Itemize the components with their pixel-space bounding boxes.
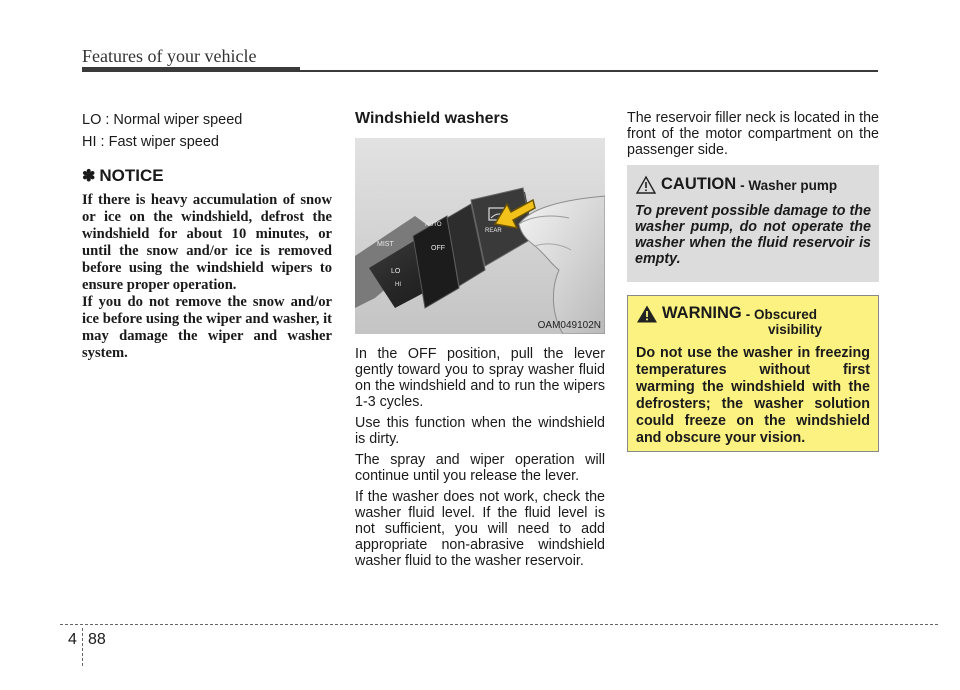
lo-label: LO [391, 268, 401, 275]
column-right [627, 110, 879, 158]
footer-divider [82, 628, 83, 666]
washer-paragraph-3: The spray and wiper operation will continue until you release the lever. [355, 452, 605, 484]
washer-paragraph-1: In the OFF position, pull the lever gently toward you to spray washer fluid on the windshield and to run the wipers 1-3 cycles. [355, 346, 605, 410]
asterisk-icon: ✽ [82, 168, 96, 185]
header-rule-thin [300, 70, 878, 72]
photo-id-label: OAM049102N [537, 320, 601, 331]
column-middle [355, 110, 605, 574]
warning-title: WARNING [662, 304, 742, 322]
mist-label: MIST [377, 241, 394, 248]
washer-paragraph-2: Use this function when the windshield is dirty. [355, 415, 605, 447]
caution-box [627, 165, 879, 282]
chapter-number: 4 [68, 631, 77, 648]
off-label: OFF [431, 245, 445, 252]
notice-paragraph-2: If you do not remove the snow and/or ice before using the wiper and washer, it may damage the wiper and washer system. [82, 294, 332, 361]
page-number: 88 [88, 631, 106, 648]
column-left [82, 110, 332, 362]
warning-subtitle-2: visibility [768, 322, 823, 337]
caution-title: CAUTION [661, 175, 737, 193]
washer-paragraph-4: If the washer does not work, check the washer fluid level. If the fluid level is not sufficient, you will need to add appropriate non-abrasive windshield washer fluid to the washer reservoir. [355, 489, 605, 569]
warning-heading [636, 304, 870, 324]
caution-triangle-icon [635, 175, 657, 195]
hi-label: HI [395, 282, 401, 288]
washer-instructions [355, 346, 605, 569]
warning-box [627, 295, 879, 452]
auto-label: AUTO [425, 222, 442, 228]
reservoir-intro: The reservoir filler neck is located in the front of the motor compartment on the passenger side. [627, 110, 879, 158]
notice-body [82, 192, 332, 362]
footer-rule [60, 624, 938, 625]
notice-heading [82, 166, 332, 186]
caution-heading [635, 175, 871, 195]
warning-text: Do not use the washer in freezing temperatures without first warming the windshield with the defrosters; the washer solution could freeze on the windshield and obscure your vision. [636, 345, 870, 446]
warning-subtitle-1: - Obscured [745, 307, 818, 322]
hi-speed-line: HI : Fast wiper speed [82, 134, 219, 150]
caution-subtitle: - Washer pump [740, 178, 838, 193]
notice-title: NOTICE [99, 166, 164, 185]
warning-triangle-icon [636, 304, 658, 324]
lo-speed-line: LO : Normal wiper speed [82, 112, 243, 128]
page-header-title: Features of your vehicle [82, 46, 257, 66]
notice-paragraph-1: If there is heavy accumulation of snow or ice on the windshield, defrost the windshield for about 10 minutes, or until the snow and/or ice is removed before using the windshield wipers to ensure proper operation. [82, 192, 332, 293]
caution-text: To prevent possible damage to the washer pump, do not operate the washer when the fluid reservoir is empty. [635, 203, 871, 267]
wiper-lever-illustration [355, 138, 605, 334]
header-rule-thick [82, 67, 300, 72]
wiper-lever-photo [355, 138, 605, 334]
section-title: Windshield washers [355, 110, 509, 127]
rear-label: REAR [485, 228, 502, 234]
